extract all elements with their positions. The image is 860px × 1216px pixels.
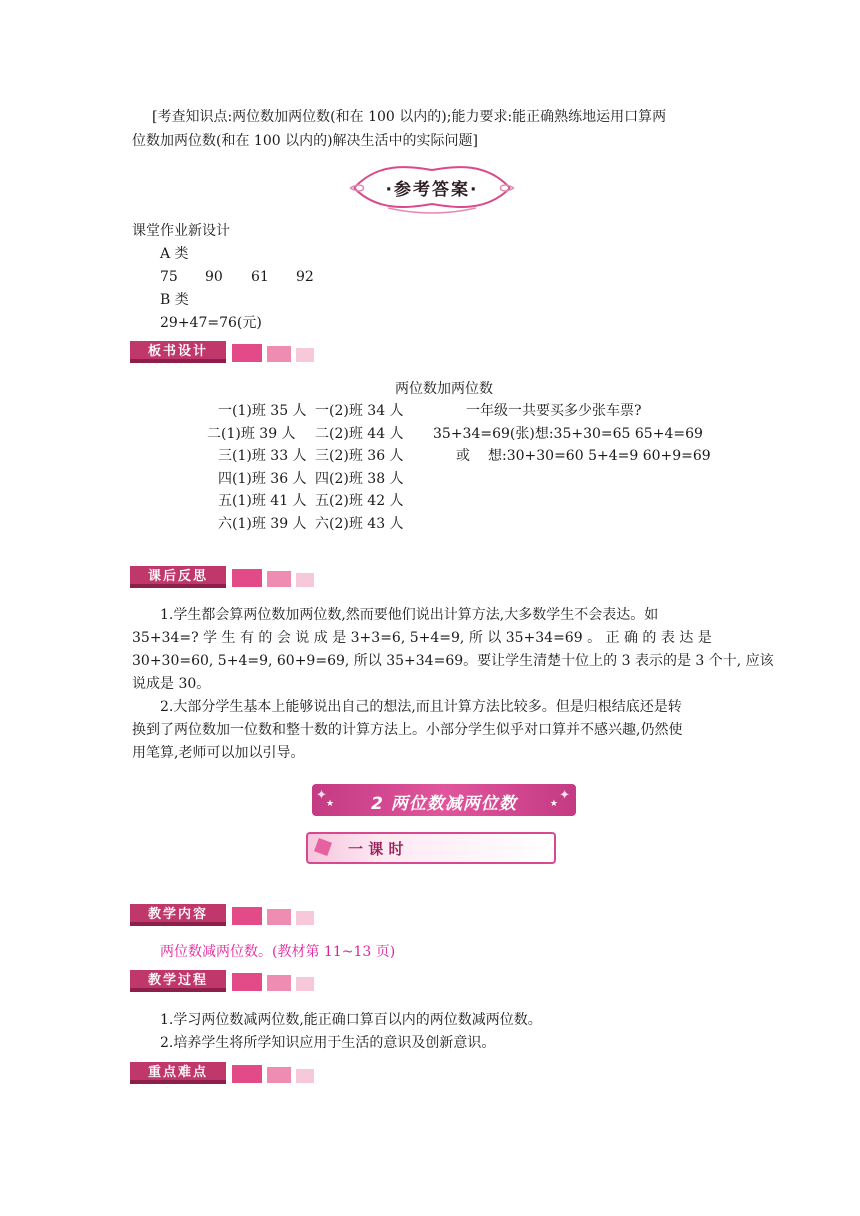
reflection-p1-line: 1.学生都会算两位数加两位数,然而要他们说出计算方法,大多数学生不会表达。如: [160, 607, 659, 623]
section-title: 板书设计: [130, 341, 226, 363]
lesson-banner-title: 2 两位数减两位数: [371, 794, 517, 814]
board-calc-or: 或: [456, 448, 470, 464]
answer-banner: [348, 158, 516, 216]
section-title: 教学内容: [130, 904, 226, 926]
board-class-right: 三(2)班 36 人: [315, 448, 404, 464]
decor-square: [314, 838, 332, 856]
decor-square: [267, 571, 291, 587]
board-class-left: 一(1)班 35 人: [218, 403, 307, 419]
process-item: 2.培养学生将所学知识应用于生活的意识及创新意识。: [160, 1035, 496, 1051]
section-header-board: [130, 341, 320, 363]
decor-square: [296, 573, 314, 587]
board-calc-1: 35+34=69(张)想:35+30=65 65+4=69: [433, 426, 703, 442]
section-header-reflection: [130, 566, 320, 588]
board-calc-2: 想:30+30=60 5+4=9 60+9=69: [488, 448, 711, 464]
reflection-p1-line: 说成是 30。: [132, 676, 211, 692]
board-class-right: 一(2)班 34 人: [315, 403, 404, 419]
decor-square: [267, 975, 291, 991]
reflection-p2-line: 用笔算,老师可以加以引导。: [132, 745, 305, 761]
decor-square: [232, 344, 262, 362]
decor-square: [296, 1069, 314, 1083]
period-label: 一 课 时: [348, 840, 404, 858]
board-class-right: 四(2)班 38 人: [315, 471, 404, 487]
answer-banner-title: ·参考答案·: [385, 180, 479, 200]
decor-square: [232, 569, 262, 587]
star-icon: ✦: [559, 788, 570, 803]
decor-square: [296, 911, 314, 925]
answer-a-3: 61: [251, 269, 269, 285]
answer-a-1: 75: [160, 269, 178, 285]
board-class-right: 五(2)班 42 人: [315, 493, 404, 509]
decor-square: [296, 348, 314, 362]
board-title: 两位数加两位数: [395, 381, 493, 397]
star-icon: ★: [549, 799, 558, 809]
process-item: 1.学习两位数减两位数,能正确口算百以内的两位数减两位数。: [160, 1012, 542, 1028]
decor-square: [232, 907, 262, 925]
reflection-p2-line: 换到了两位数加一位数和整十数的计算方法上。小部分学生似乎对口算并不感兴趣,仍然使: [132, 722, 683, 738]
board-class-left: 五(1)班 41 人: [218, 493, 307, 509]
section-title: 课后反思: [130, 566, 226, 588]
decor-square: [267, 346, 291, 362]
decor-square: [296, 977, 314, 991]
board-class-right: 六(2)班 43 人: [315, 516, 404, 532]
board-class-left: 六(1)班 39 人: [218, 516, 307, 532]
decor-square: [232, 973, 262, 991]
section-header-process: [130, 970, 320, 992]
answers-a-label: A 类: [160, 246, 189, 262]
decor-square: [267, 909, 291, 925]
board-class-left: 四(1)班 36 人: [218, 471, 307, 487]
board-question: 一年级一共要买多少张车票?: [466, 403, 642, 419]
board-class-right: 二(2)班 44 人: [315, 426, 404, 442]
reflection-p1-line: 30+30=60, 5+4=9, 60+9=69, 所以 35+34=69。要让学生清楚十位上的 3 表示的是 3 个十, 应该: [132, 653, 774, 669]
period-banner: [306, 832, 556, 864]
answers-b-value: 29+47=76(元): [160, 315, 262, 331]
content-text: 两位数减两位数。(教材第 11~13 页): [160, 944, 396, 960]
section-title: 重点难点: [130, 1062, 226, 1084]
reflection-p1-line: 35+34=? 学 生 有 的 会 说 成 是 3+3=6, 5+4=9, 所 以 35+34=69 。 正 确 的 表 达 是: [132, 630, 712, 646]
answer-a-2: 90: [205, 269, 223, 285]
intro-line-2: 位数加两位数(和在 100 以内的)解决生活中的实际问题]: [132, 133, 479, 149]
decor-square: [267, 1067, 291, 1083]
star-icon: ★: [326, 799, 335, 809]
lesson-banner: [312, 784, 576, 816]
answers-b-label: B 类: [160, 292, 189, 308]
answers-heading: 课堂作业新设计: [132, 223, 230, 239]
section-header-content: [130, 904, 320, 926]
reflection-p2-line: 2.大部分学生基本上能够说出自己的想法,而且计算方法比较多。但是归根结底还是转: [160, 699, 682, 715]
decor-square: [232, 1065, 262, 1083]
answer-a-4: 92: [296, 269, 314, 285]
intro-line-1: [考查知识点:两位数加两位数(和在 100 以内的);能力要求:能正确熟练地运用口算两: [152, 109, 667, 125]
board-class-left: 二(1)班 39 人: [207, 426, 296, 442]
star-icon: ✦: [316, 788, 327, 803]
section-header-key: [130, 1062, 320, 1084]
board-class-left: 三(1)班 33 人: [218, 448, 307, 464]
section-title: 教学过程: [130, 970, 226, 992]
